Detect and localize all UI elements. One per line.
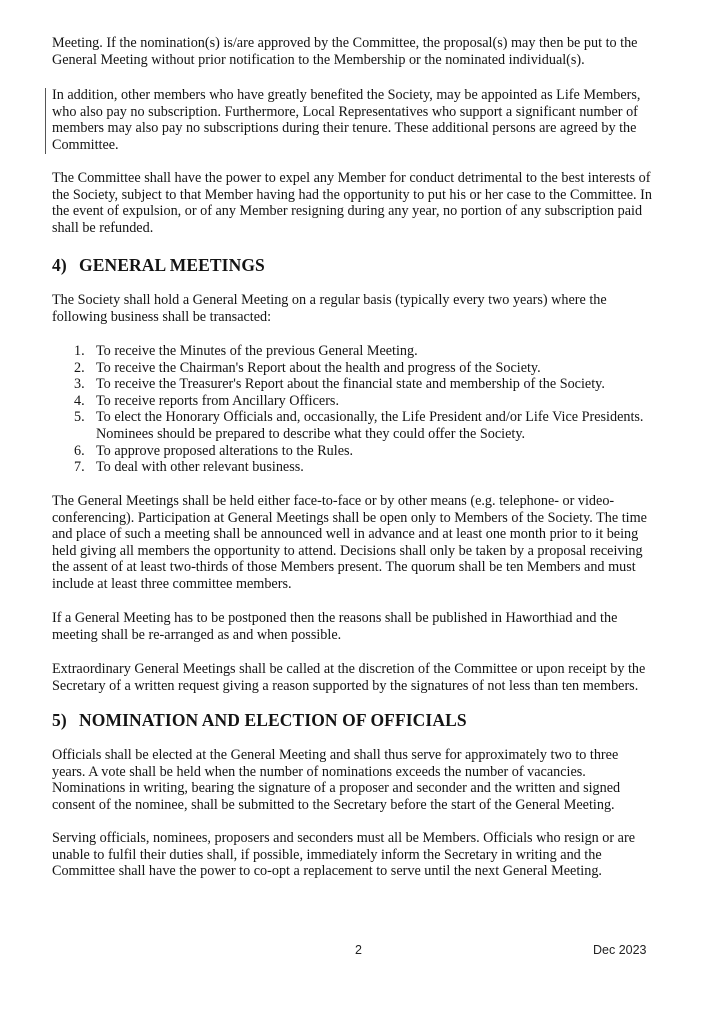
- text-line: and place of such a meeting shall be announced well in advance and at least one month prior to it being: [52, 526, 639, 543]
- list-item: [74, 409, 694, 426]
- footer-date: Dec 2023: [593, 943, 647, 957]
- paragraph-nomination-approval: [52, 35, 684, 68]
- list-indent: [74, 426, 96, 443]
- paragraph-officials-elected: [52, 747, 684, 813]
- text-line: The General Meetings shall be held either face-to-face or by other means (e.g. telephone- or video-: [52, 493, 615, 509]
- list-number: 5.: [74, 409, 85, 426]
- list-text: To receive the Minutes of the previous General Meeting.: [96, 343, 418, 359]
- text-line: meeting shall be re-arranged as and when possible.: [52, 626, 342, 643]
- paragraph-serving-officials: [52, 830, 684, 880]
- list-item: [74, 360, 694, 377]
- list-text: To receive the Chairman's Report about the health and progress of the Society.: [96, 359, 541, 376]
- list-item: [74, 393, 694, 410]
- text-line: Meeting. If the nomination(s) is/are approved by the Committee, the proposal(s) may then be put to the: [52, 35, 638, 51]
- list-item: [74, 443, 694, 460]
- paragraph-expulsion: [52, 170, 684, 236]
- section-heading-general-meetings: [52, 255, 265, 276]
- section-title: GENERAL MEETINGS: [79, 255, 265, 275]
- list-number: 7.: [74, 459, 85, 476]
- text-line: include at least three committee members.: [52, 575, 292, 592]
- text-line: Committee shall have the power to co-opt a replacement to serve until the next General Meeting.: [52, 863, 602, 880]
- text-line: the Society, subject to that Member having had the opportunity to put his or her case to the Committee. In: [52, 186, 652, 203]
- paragraph-postponed: [52, 610, 684, 643]
- list-text: To approve proposed alterations to the Rules.: [96, 442, 354, 459]
- list-text: To deal with other relevant business.: [96, 459, 304, 476]
- section-title: NOMINATION AND ELECTION OF OFFICIALS: [79, 710, 467, 730]
- list-text: To receive the Treasurer's Report about the financial state and membership of the Society.: [96, 376, 605, 393]
- text-line: years. A vote shall be held when the number of nominations exceeds the number of vacancies.: [52, 763, 586, 780]
- text-line: Nominations in writing, bearing the signature of a proposer and seconder and the written and signed: [52, 780, 621, 797]
- text-line: members may also pay no subscriptions during their tenure. These additional persons are agreed by the: [52, 120, 637, 137]
- text-line: The Society shall hold a General Meeting on a regular basis (typically every two years) where the: [52, 292, 607, 308]
- text-line: the assent of at least two-thirds of those Members present. The quorum shall be ten Members and must: [52, 559, 636, 576]
- paragraph-general-meeting-intro: [52, 292, 684, 325]
- text-line: If a General Meeting has to be postponed then the reasons shall be published in Haworthiad and the: [52, 610, 618, 626]
- list-number: 6.: [74, 442, 85, 459]
- text-line: who also pay no subscription. Furthermore, Local Representatives who support a significant number of: [52, 103, 638, 120]
- revision-change-bar: [45, 88, 46, 154]
- paragraph-life-members: [52, 87, 684, 153]
- list-number: 1.: [74, 343, 85, 359]
- list-number: 2.: [74, 359, 85, 376]
- list-number: 4.: [74, 392, 85, 409]
- text-line: following business shall be transacted:: [52, 308, 272, 325]
- text-line: conferencing). Participation at General Meetings shall be open only to Members of the Society. The time: [52, 509, 647, 526]
- paragraph-meeting-means: [52, 493, 684, 593]
- text-line: In addition, other members who have greatly benefited the Society, may be appointed as Life Members,: [52, 87, 641, 103]
- text-line: Extraordinary General Meetings shall be called at the discretion of the Committee or upon receipt by the: [52, 661, 646, 677]
- section-number: 4): [52, 255, 67, 275]
- list-item: [74, 376, 694, 393]
- text-line: Officials shall be elected at the General Meeting and shall thus serve for approximately two to three: [52, 747, 619, 763]
- business-list: [74, 343, 694, 476]
- text-line: Serving officials, nominees, proposers and seconders must all be Members. Officials who resign or are: [52, 830, 635, 846]
- text-line: held giving all members the opportunity to attend. Decisions shall only be taken by a proposal receiving: [52, 542, 643, 559]
- text-line: General Meeting without prior notification to the Membership or the nominated individual(s).: [52, 51, 585, 68]
- list-item: [74, 459, 694, 476]
- list-text: To elect the Honorary Officials and, occasionally, the Life President and/or Life Vice Presidents.: [96, 409, 644, 426]
- list-number: 3.: [74, 376, 85, 393]
- list-text: To receive reports from Ancillary Officers.: [96, 392, 339, 409]
- text-line: Committee.: [52, 136, 119, 153]
- section-number: 5): [52, 710, 67, 730]
- page-number: 2: [355, 943, 362, 957]
- list-item-continuation: [74, 426, 694, 443]
- text-line: the event of expulsion, or of any Member resigning during any year, no portion of any subscription paid: [52, 203, 643, 220]
- list-item: [74, 343, 694, 360]
- text-line: unable to fulfil their duties shall, if possible, immediately inform the Secretary in writing and the: [52, 846, 602, 863]
- text-line: shall be refunded.: [52, 219, 154, 236]
- text-line: The Committee shall have the power to expel any Member for conduct detrimental to the best interests of: [52, 170, 651, 186]
- paragraph-extraordinary: [52, 661, 684, 694]
- list-text: Nominees should be prepared to describe what they could offer the Society.: [96, 425, 526, 442]
- section-heading-nomination-election: [52, 710, 467, 731]
- text-line: Secretary of a written request giving a reason supported by the signatures of not less than ten members.: [52, 677, 639, 694]
- text-line: consent of the nominee, shall be submitted to the Secretary before the start of the General Meeting.: [52, 796, 615, 813]
